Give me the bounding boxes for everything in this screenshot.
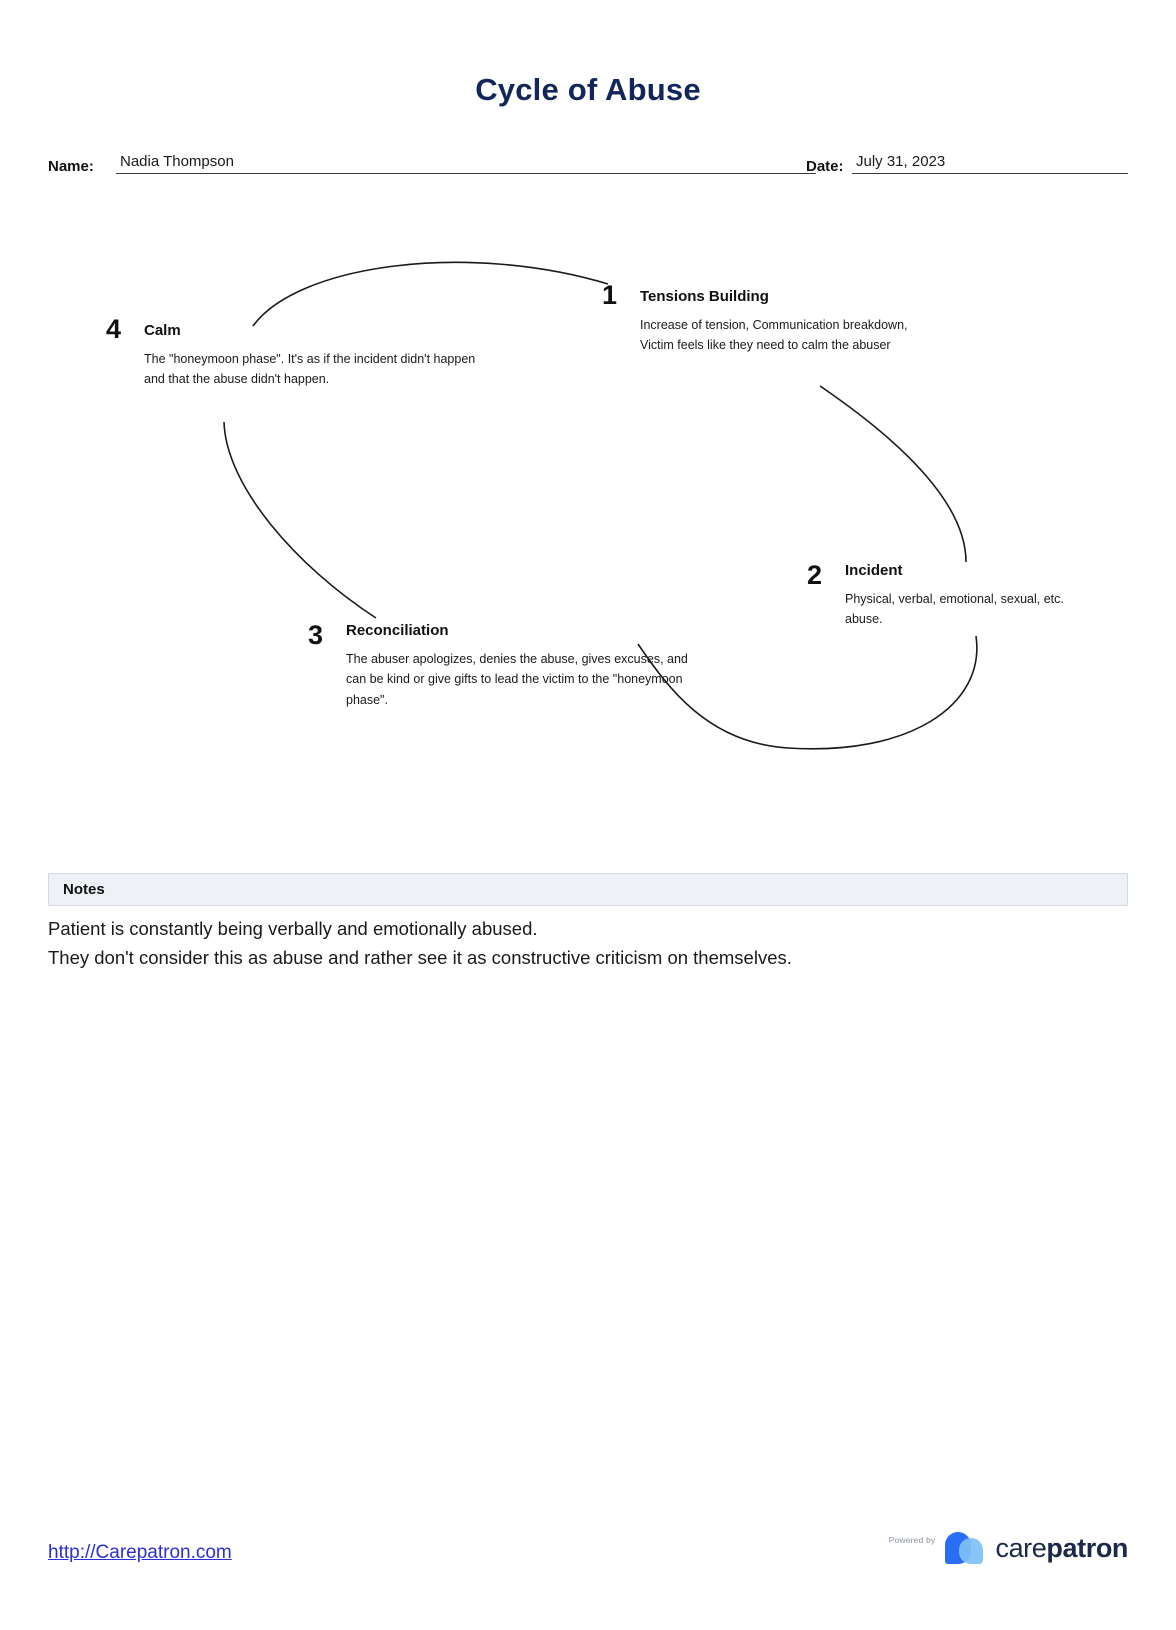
- notes-header: [48, 873, 1128, 906]
- cycle-node-2-number: 2: [807, 560, 823, 590]
- notes-line-2: They don't consider this as abuse and rather see it as constructive criticism on themselves.: [48, 946, 792, 968]
- cycle-node-2-heading: Incident: [845, 562, 903, 579]
- cycle-node-1-description: Increase of tension, Communication breakdown, Victim feels like they need to calm the abuser: [640, 318, 908, 353]
- date-input[interactable]: [852, 146, 1128, 174]
- date-value: July 31, 2023: [856, 153, 946, 170]
- notes-body[interactable]: [48, 915, 1128, 972]
- powered-by-label: Powered by: [888, 1535, 936, 1545]
- date-label: Date:: [806, 158, 844, 175]
- patient-fields: [48, 146, 1128, 180]
- cycle-arcs: [48, 236, 1128, 796]
- name-value: Nadia Thompson: [120, 153, 234, 170]
- cycle-node-1-heading: Tensions Building: [640, 288, 769, 305]
- notes-header-label: Notes: [63, 881, 105, 898]
- cycle-node-1-number: 1: [602, 280, 618, 310]
- footer-website-link[interactable]: http://Carepatron.com: [48, 1542, 232, 1563]
- page-title: Cycle of Abuse: [475, 72, 701, 107]
- cycle-node-2-description: Physical, verbal, emotional, sexual, etc. abuse.: [845, 592, 1064, 627]
- name-input[interactable]: [116, 146, 816, 174]
- cycle-node-2: [807, 560, 1095, 630]
- cycle-node-4-heading: Calm: [144, 322, 181, 339]
- carepatron-wordmark: [995, 1533, 1128, 1564]
- cycle-node-3-heading: Reconciliation: [346, 622, 449, 639]
- cycle-node-3: [308, 620, 706, 710]
- cycle-node-4: [106, 314, 484, 390]
- brand-text-bold: patron: [1046, 1532, 1128, 1563]
- carepatron-logo-icon: [945, 1528, 985, 1568]
- cycle-node-3-number: 3: [308, 620, 324, 650]
- name-label: Name:: [48, 158, 94, 175]
- cycle-node-4-description: The "honeymoon phase". It's as if the incident didn't happen and that the abuse didn't happen.: [144, 352, 476, 387]
- cycle-node-1: [602, 280, 940, 356]
- notes-line-1: Patient is constantly being verbally and emotionally abused.: [48, 918, 538, 939]
- cycle-node-3-description: The abuser apologizes, denies the abuse, gives excuses, and can be kind or give gifts to lead the victim to the "honeymoon phase".: [346, 652, 688, 707]
- brand-text-light: care: [995, 1532, 1047, 1563]
- cycle-node-4-number: 4: [106, 314, 122, 344]
- footer-brand: [889, 1528, 1128, 1568]
- cycle-diagram: [48, 236, 1128, 796]
